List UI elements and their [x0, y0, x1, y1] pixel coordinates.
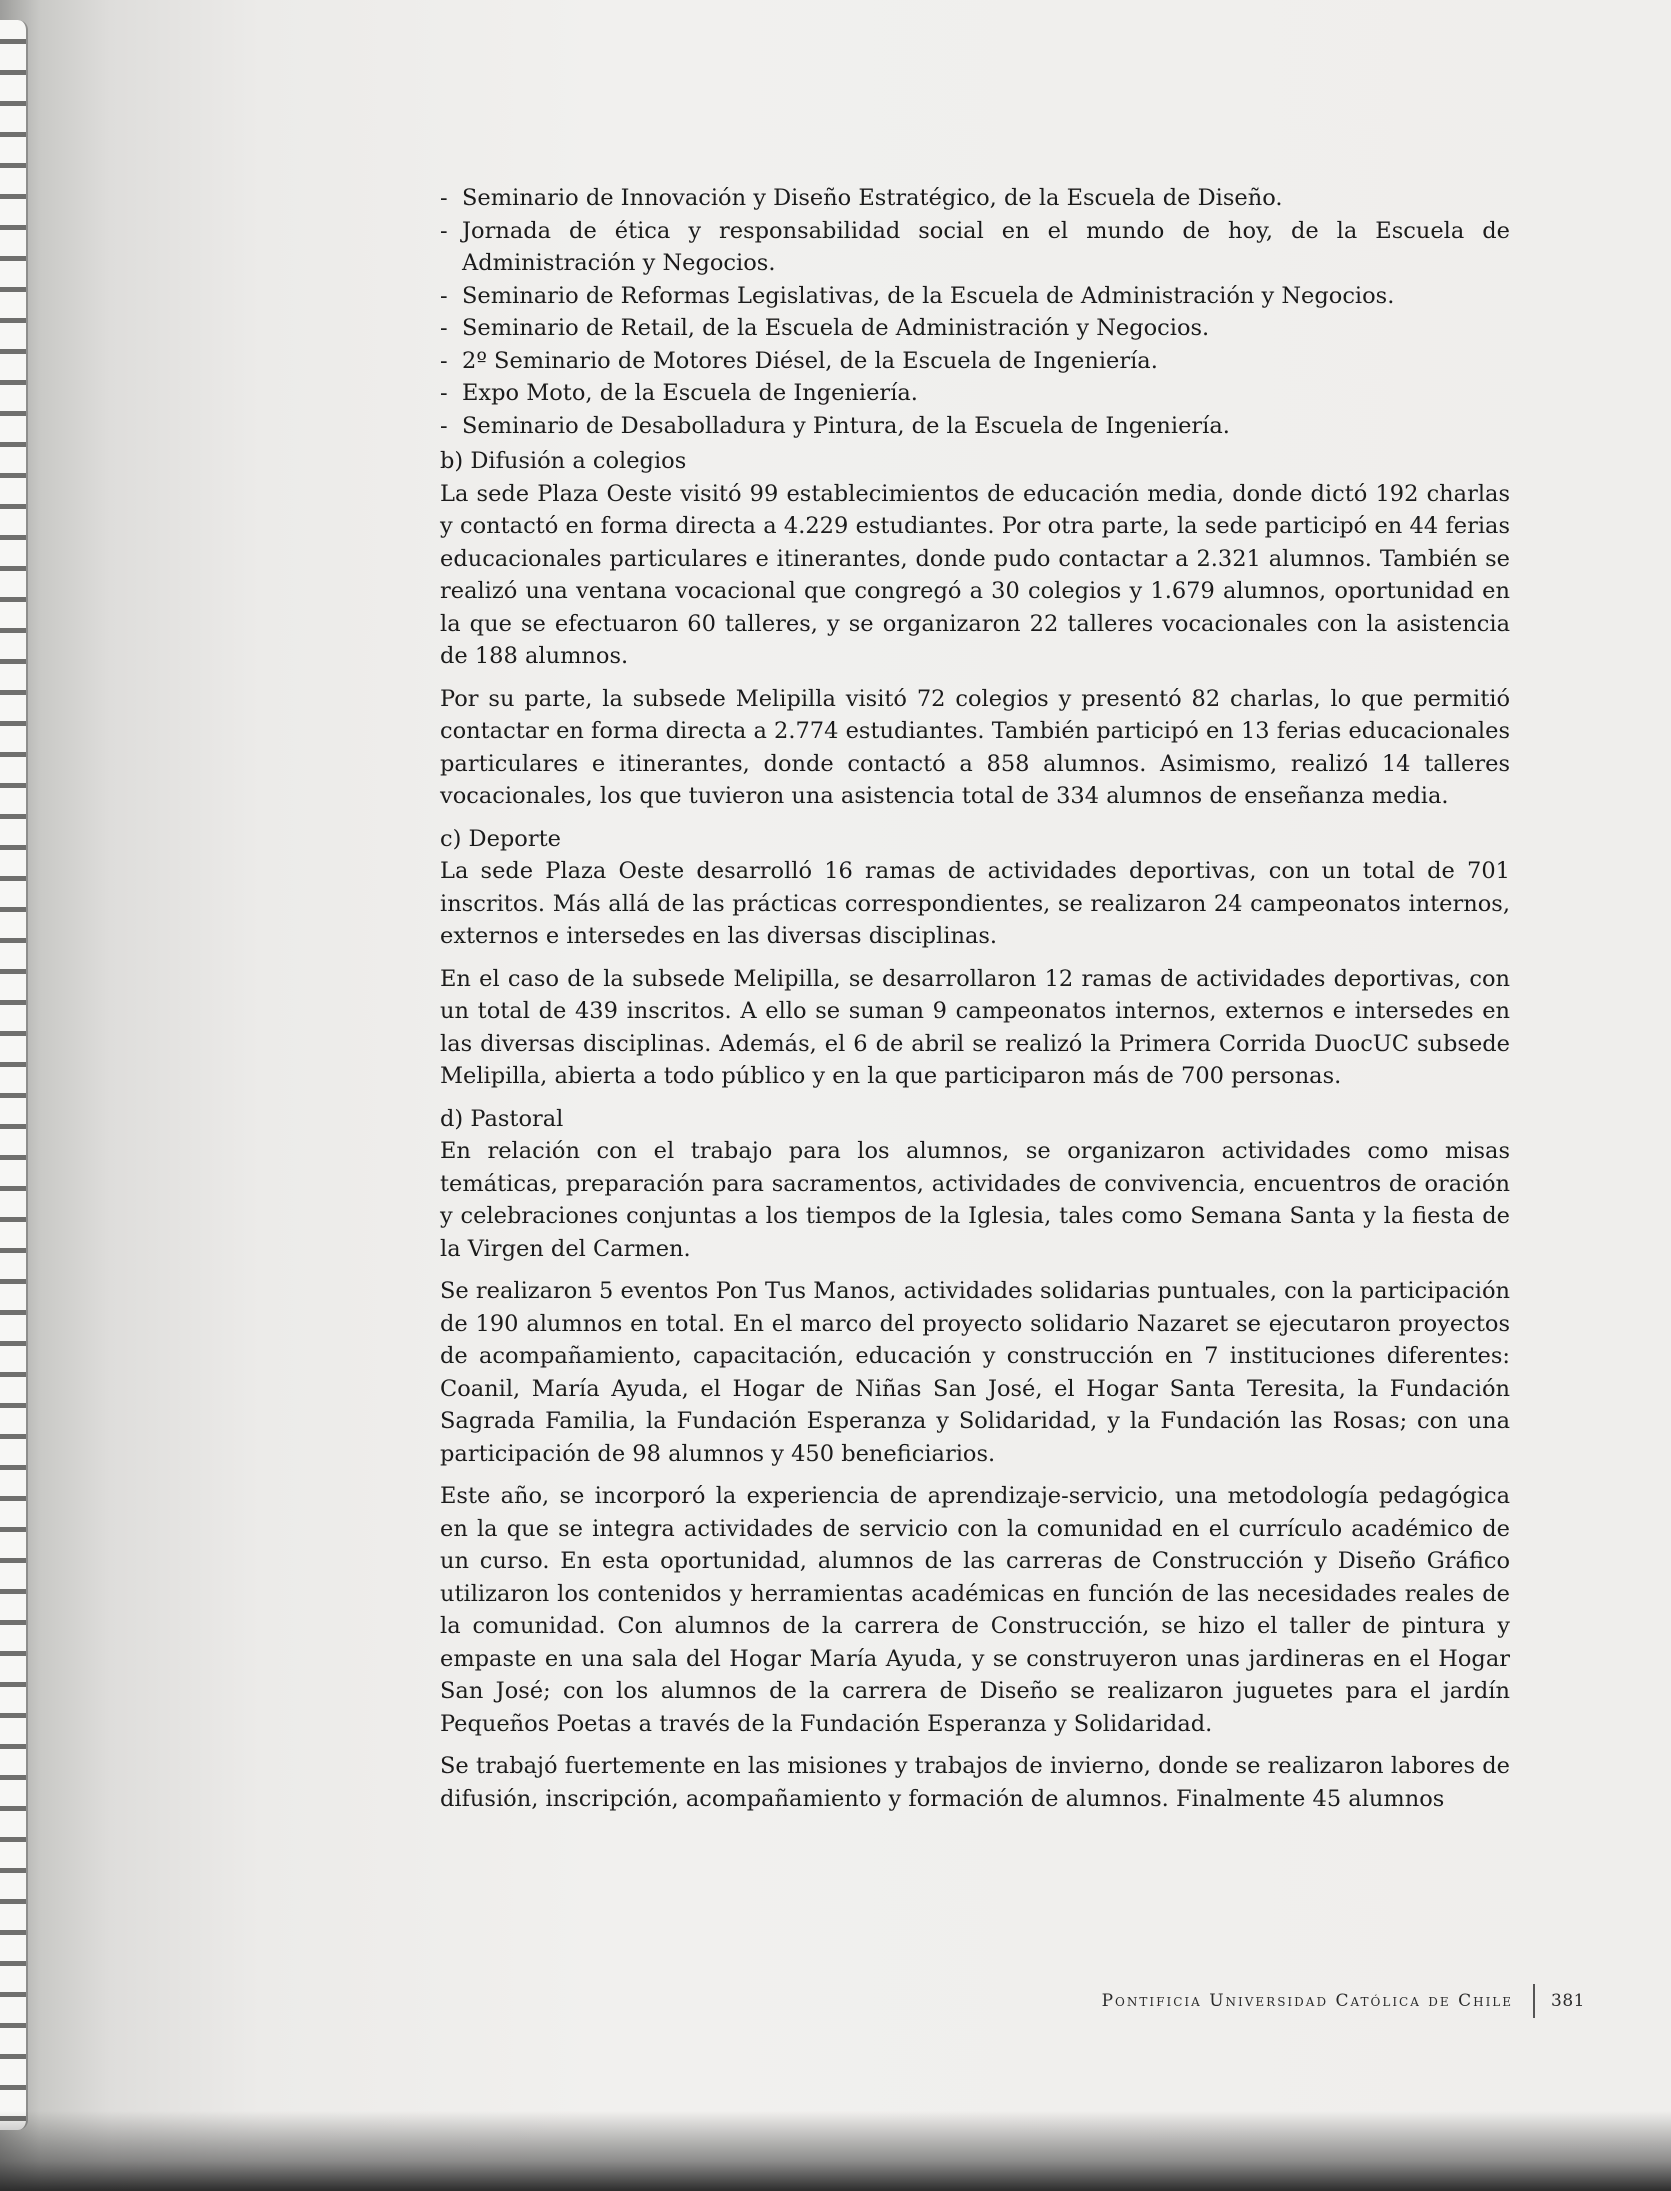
- section-heading: c) Deporte: [440, 825, 561, 852]
- list-item: - Seminario de Innovación y Diseño Estratégico, de la Escuela de Diseño.: [440, 182, 1510, 215]
- page-body: [440, 182, 1510, 1825]
- list-item: - 2º Seminario de Motores Diésel, de la Escuela de Ingeniería.: [440, 345, 1510, 378]
- paragraph: En el caso de la subsede Melipilla, se desarrollaron 12 ramas de actividades deportivas, con un total de 439 inscritos. A ello se suman 9 campeonatos internos, externos e intersedes en las diversas disciplinas. Además, el 6 de abril se realizó la Primera Corrida DuocUC subsede Melipilla, abierta a todo público y en la que participaron más de 700 personas.: [440, 965, 1510, 1089]
- section-deporte: [440, 823, 1510, 1093]
- list-item: - Seminario de Desabolladura y Pintura, de la Escuela de Ingeniería.: [440, 410, 1510, 443]
- footer-divider: [1533, 1984, 1535, 2018]
- seminar-list: [440, 182, 1510, 442]
- paragraph: La sede Plaza Oeste desarrolló 16 ramas de actividades deportivas, con un total de 701 inscritos. Más allá de las prácticas correspondientes, se realizaron 24 campeonatos internos, externos e intersedes en las diversas disciplinas.: [440, 858, 1510, 949]
- paragraph: La sede Plaza Oeste visitó 99 establecimientos de educación media, donde dictó 192 charlas y contactó en forma directa a 4.229 estudiantes. Por otra parte, la sede participó en 44 ferias educacionales particulares e itinerantes, donde pudo contactar a 2.321 alumnos. También se realizó una ventana vocacional que congregó a 30 colegios y 1.679 alumnos, oportunidad en la que se efectuaron 60 talleres, y se organizaron 22 talleres vocacionales con la asistencia de 188 alumnos.: [440, 480, 1510, 669]
- section-pastoral: [440, 1103, 1510, 1816]
- paragraph: Se trabajó fuertemente en las misiones y trabajos de invierno, donde se realizaron labores de difusión, inscripción, acompañamiento y formación de alumnos. Finalmente 45 alumnos: [440, 1753, 1510, 1812]
- paragraph: Se realizaron 5 eventos Pon Tus Manos, actividades solidarias puntuales, con la participación de 190 alumnos en total. En el marco del proyecto solidario Nazaret se ejecutaron proyectos de acompañamiento, capacitación, educación y construcción en 7 instituciones diferentes: Coanil, María Ayuda, el Hogar de Niñas San José, el Hogar Santa Teresita, la Fundación Sagrada Familia, la Fundación Esperanza y Solidaridad, y la Fundación las Rosas; con una participación de 98 alumnos y 450 beneficiarios.: [440, 1278, 1510, 1467]
- list-item: - Jornada de ética y responsabilidad social en el mundo de hoy, de la Escuela de Administración y Negocios.: [440, 215, 1510, 280]
- paragraph: Por su parte, la subsede Melipilla visitó 72 colegios y presentó 82 charlas, lo que permitió contactar en forma directa a 2.774 estudiantes. También participó en 13 ferias educacionales particulares e itinerantes, donde contactó a 858 alumnos. Asimismo, realizó 14 talleres vocacionales, los que tuvieron una asistencia total de 334 alumnos de enseñanza media.: [440, 685, 1510, 809]
- list-item: - Seminario de Retail, de la Escuela de Administración y Negocios.: [440, 312, 1510, 345]
- section-heading: b) Difusión a colegios: [440, 448, 687, 474]
- page-number: 381: [1551, 1991, 1585, 2011]
- section-difusion-colegios: [440, 445, 1510, 813]
- page-footer: [1102, 1983, 1585, 2019]
- section-heading: d) Pastoral: [440, 1105, 564, 1132]
- paragraph: En relación con el trabajo para los alumnos, se organizaron actividades como misas temáticas, preparación para sacramentos, actividades de convivencia, encuentros de oración y celebraciones conjuntas a los tiempos de la Iglesia, tales como Semana Santa y la fiesta de la Virgen del Carmen.: [440, 1138, 1510, 1262]
- list-item: - Expo Moto, de la Escuela de Ingeniería.: [440, 377, 1510, 410]
- spiral-binding: [0, 20, 28, 2130]
- footer-institution: Pontificia Universidad Católica de Chile: [1101, 1991, 1514, 2011]
- paragraph: Este año, se incorporó la experiencia de aprendizaje-servicio, una metodología pedagógica en la que se integra actividades de servicio con la comunidad en el currículo académico de un curso. En esta oportunidad, alumnos de las carreras de Construcción y Diseño Gráfico utilizaron los contenidos y herramientas académicas en función de las necesidades reales de la comunidad. Con alumnos de la carrera de Construcción, se hizo el taller de pintura y empaste en una sala del Hogar María Ayuda, y se construyeron unas jardineras en el Hogar San José; con los alumnos de la carrera de Diseño se realizaron juguetes para el jardín Pequeños Poetas a través de la Fundación Esperanza y Solidaridad.: [440, 1483, 1510, 1737]
- list-item: - Seminario de Reformas Legislativas, de la Escuela de Administración y Negocios.: [440, 280, 1510, 313]
